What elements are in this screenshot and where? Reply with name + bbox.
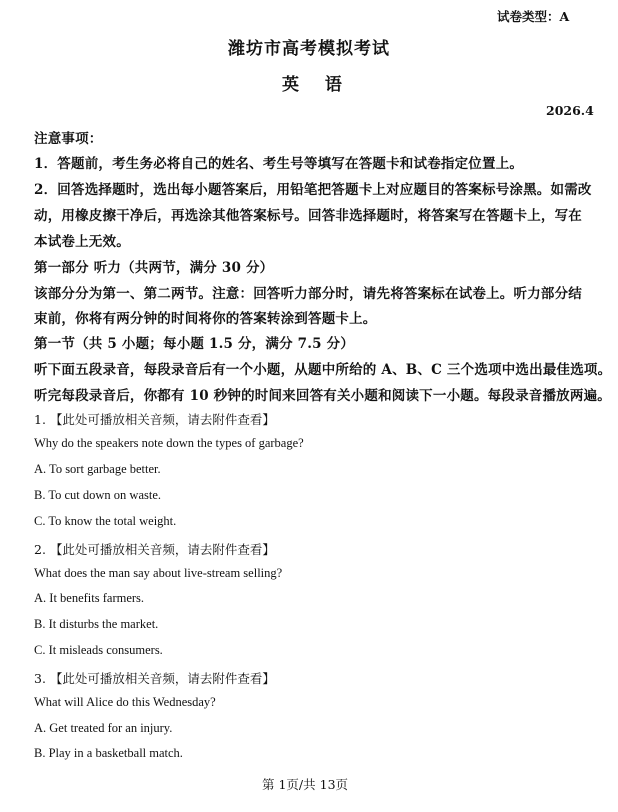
question-1-stem: Why do the speakers note down the types of garbage?: [34, 436, 304, 450]
question-1-option-c: C. To know the total weight.: [34, 514, 177, 528]
part1-intro-line-1: 该部分分为第一、第二两节。注意：回答听力部分时，请先将答案标在试卷上。听力部分结: [34, 286, 582, 302]
question-3-option-b: B. Play in a basketball match.: [34, 746, 183, 760]
question-1-option-b: B. To cut down on waste.: [34, 488, 162, 502]
page-number: 第 1页/共 13页: [262, 777, 349, 792]
question-2-audio-link[interactable]: 2. 【此处可播放相关音频，请去附件查看】: [34, 542, 275, 557]
notes-item-2-line-3: 本试卷上无效。: [34, 234, 130, 250]
part1-heading: 第一部分 听力（共两节，满分 30 分）: [34, 260, 274, 276]
question-2-stem: What does the man say about live-stream selling?: [34, 566, 283, 580]
exam-title: 潍坊市高考模拟考试: [228, 39, 390, 59]
exam-date: 2026.4: [546, 103, 594, 118]
question-1-audio-link[interactable]: 1. 【此处可播放相关音频，请去附件查看】: [34, 412, 275, 427]
subject-title: 英 语: [282, 75, 352, 95]
question-1-option-a: A. To sort garbage better.: [34, 462, 161, 476]
question-2-option-b: B. It disturbs the market.: [34, 617, 159, 631]
section1-instruction-line-1: 听下面五段录音，每段录音后有一个小题，从题中所给的 A、B、C 三个选项中选出最佳选项。: [34, 362, 612, 378]
paper-type: 试卷类型：A: [497, 9, 570, 24]
section1-heading: 第一节（共 5 小题；每小题 1.5 分，满分 7.5 分）: [34, 336, 355, 352]
question-3-audio-link[interactable]: 3. 【此处可播放相关音频，请去附件查看】: [34, 671, 275, 686]
notes-item-2-line-2: 动，用橡皮擦干净后，再选涂其他答案标号。回答非选择题时，将答案写在答题卡上，写在: [34, 208, 582, 224]
notes-heading: 注意事项：: [34, 131, 103, 147]
section1-instruction-line-2: 听完每段录音后，你都有 10 秒钟的时间来回答有关小题和阅读下一小题。每段录音播放两遍。: [34, 388, 611, 404]
question-3-stem: What will Alice do this Wednesday?: [34, 695, 216, 709]
question-3-option-a: A. Get treated for an injury.: [34, 721, 173, 735]
part1-intro-line-2: 束前，你将有两分钟的时间将你的答案转涂到答题卡上。: [34, 311, 377, 327]
notes-item-2-line-1: 2．回答选择题时，选出每小题答案后，用铅笔把答题卡上对应题目的答案标号涂黑。如需改: [34, 182, 592, 198]
question-2-option-a: A. It benefits farmers.: [34, 591, 145, 605]
notes-item-1: 1．答题前，考生务必将自己的姓名、考生号等填写在答题卡和试卷指定位置上。: [34, 156, 524, 172]
question-2-option-c: C. It misleads consumers.: [34, 643, 163, 657]
